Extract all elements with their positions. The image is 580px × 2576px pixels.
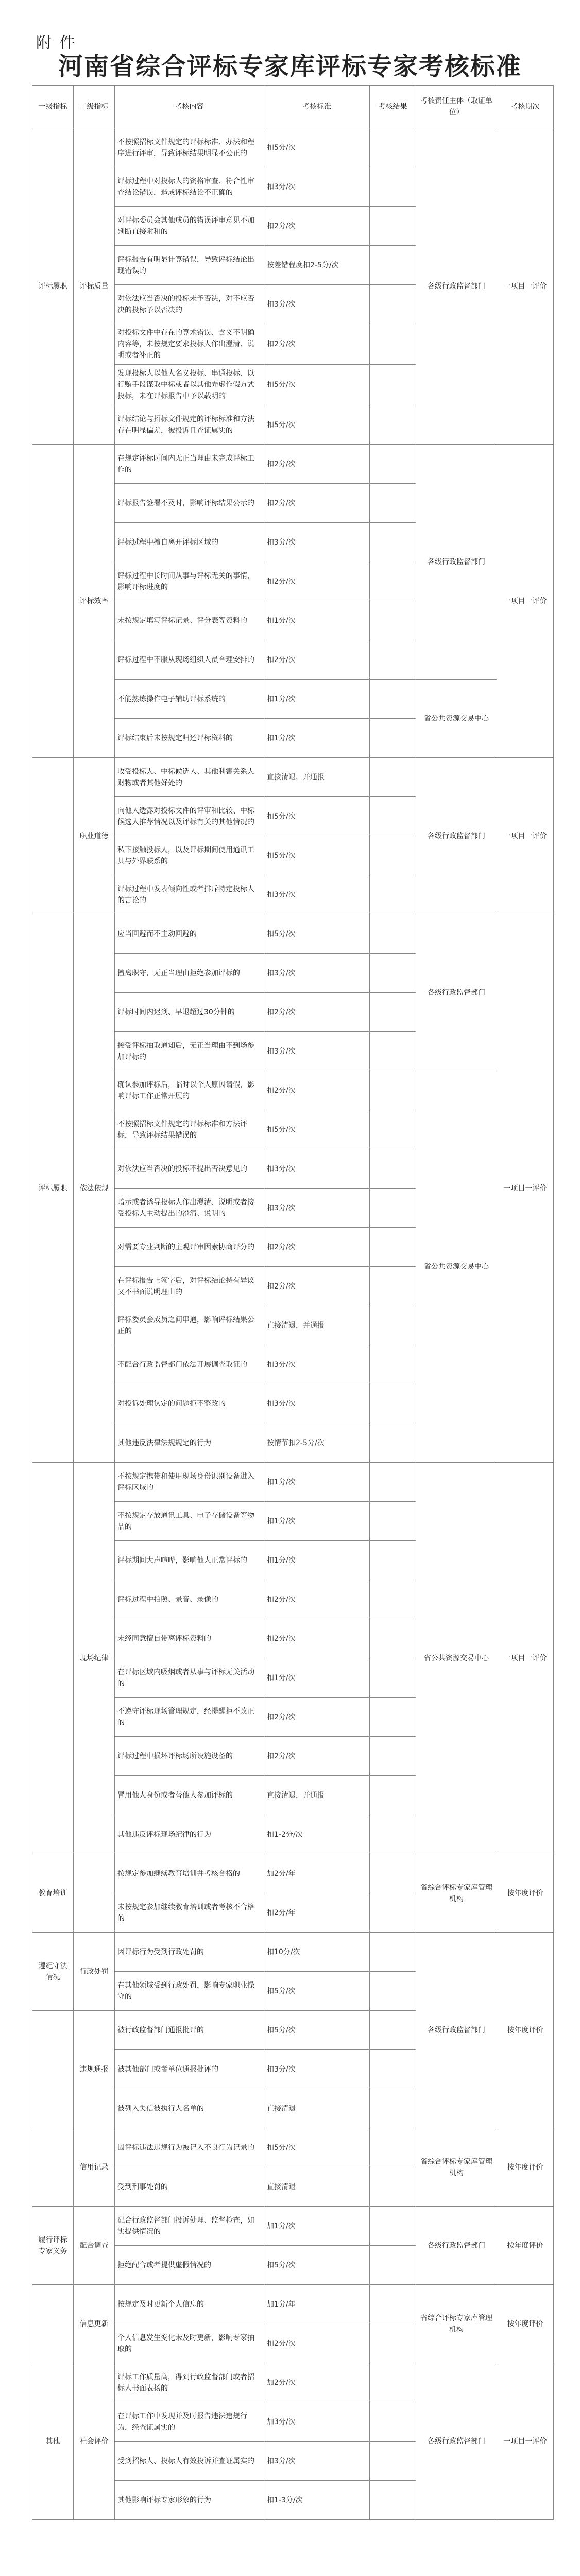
assessment-standard: 扣3分/次 [264, 285, 370, 324]
assessment-result [370, 1658, 416, 1698]
assessment-content: 评标委员会成员之间串通，影响评标结果公正的 [115, 1306, 264, 1345]
secondary-indicator: 社会评价 [74, 2363, 115, 2520]
responsible-subject: 省综合评标专家库管理机构 [416, 2128, 497, 2207]
assessment-result [370, 1032, 416, 1071]
assessment-result [370, 797, 416, 836]
col-subject: 考核责任主体（取证单位） [416, 86, 497, 128]
assessment-result [370, 1384, 416, 1423]
assessment-result [370, 2402, 416, 2442]
secondary-indicator: 现场纪律 [74, 1463, 115, 1854]
assessment-content: 评标时间内迟到、早退超过30分钟的 [115, 993, 264, 1032]
assessment-result [370, 1423, 416, 1463]
assessment-result [370, 246, 416, 285]
assessment-result [370, 2285, 416, 2324]
assessment-standard: 加2分/次 [264, 2363, 370, 2402]
assessment-standard: 扣2分/次 [264, 324, 370, 365]
assessment-standard: 扣3分/次 [264, 1345, 370, 1384]
assessment-content: 未经同意擅自带离评标资料的 [115, 1619, 264, 1658]
assessment-result [370, 1071, 416, 1110]
assessment-result [370, 680, 416, 719]
assessment-standard: 扣2分/次 [264, 1619, 370, 1658]
assessment-table [32, 85, 554, 2520]
assessment-result [370, 719, 416, 758]
assessment-result [370, 1580, 416, 1619]
assessment-content: 评标报告有明显计算错误，导致评标结论出现错误的 [115, 246, 264, 285]
assessment-standard: 扣1分/次 [264, 1541, 370, 1580]
assessment-standard: 扣5分/次 [264, 1972, 370, 2011]
assessment-standard: 扣1分/次 [264, 1658, 370, 1698]
assessment-content: 不按规定存放通讯工具、电子存储设备等物品的 [115, 1502, 264, 1541]
table-header [32, 86, 554, 128]
responsible-subject: 各级行政监督部门 [416, 128, 497, 445]
assessment-result [370, 2128, 416, 2167]
assessment-standard: 加3分/次 [264, 2402, 370, 2442]
assessment-standard: 扣5分/次 [264, 128, 370, 167]
assessment-standard: 扣2分/次 [264, 484, 370, 523]
assessment-content: 在评标工作中发现并及时报告违法违规行为，经查证属实的 [115, 2402, 264, 2442]
assessment-standard: 扣3分/次 [264, 2442, 370, 2481]
assessment-standard: 扣2分/次 [264, 1071, 370, 1110]
assessment-result [370, 875, 416, 914]
assessment-standard: 扣5分/次 [264, 2246, 370, 2285]
assessment-result [370, 2481, 416, 2520]
assessment-result [370, 1893, 416, 1933]
assessment-standard: 扣1-3分/次 [264, 2481, 370, 2520]
assessment-standard: 扣1分/次 [264, 1463, 370, 1502]
table-body [32, 128, 554, 2520]
table-row [32, 2363, 554, 2402]
assessment-standard: 扣3分/次 [264, 1189, 370, 1228]
assessment-content: 评标过程中对投标人的资格审查、符合性审查结论错误，造成评标结论不正确的 [115, 167, 264, 207]
assessment-content: 被列入失信被执行人名单的 [115, 2089, 264, 2128]
assessment-standard: 扣3分/次 [264, 2050, 370, 2089]
assessment-content: 评标过程中发表倾向性或者排斥特定投标人的言论的 [115, 875, 264, 914]
assessment-standard: 加1分/年 [264, 2285, 370, 2324]
assessment-result [370, 914, 416, 954]
table-row [32, 128, 554, 167]
secondary-indicator: 职业道德 [74, 758, 115, 914]
secondary-indicator: 配合调查 [74, 2207, 115, 2285]
assessment-content: 不按照招标文件规定的评标标准和方法评标，导致评标结果错误的 [115, 1110, 264, 1149]
primary-indicator [32, 2011, 74, 2128]
assessment-result [370, 640, 416, 680]
assessment-standard: 直接清退 [264, 2167, 370, 2207]
assessment-result [370, 1972, 416, 2011]
assessment-result [370, 365, 416, 405]
assessment-standard: 扣2分/次 [264, 993, 370, 1032]
assessment-result [370, 601, 416, 640]
assessment-standard: 扣3分/次 [264, 523, 370, 562]
assessment-result [370, 562, 416, 601]
assessment-content: 对需要专业判断的主观评审因素协商评分的 [115, 1228, 264, 1267]
assessment-standard: 扣2分/次 [264, 562, 370, 601]
secondary-indicator: 行政处罚 [74, 1933, 115, 2011]
responsible-subject: 各级行政监督部门 [416, 1933, 497, 2128]
responsible-subject: 各级行政监督部门 [416, 914, 497, 1071]
assessment-content: 未按规定参加继续教育培训或者考核不合格的 [115, 1893, 264, 1933]
assessment-result [370, 1267, 416, 1306]
assessment-period: 按年度评价 [497, 2285, 554, 2363]
responsible-subject: 省综合评标专家库管理机构 [416, 1854, 497, 1933]
assessment-content: 评标过程中拍照、录音、录像的 [115, 1580, 264, 1619]
assessment-result [370, 758, 416, 797]
table-row [32, 1854, 554, 1893]
primary-indicator: 遵纪守法情况 [32, 1933, 74, 2011]
primary-indicator [32, 445, 74, 758]
assessment-content: 应当回避而不主动回避的 [115, 914, 264, 954]
assessment-content: 评标过程中不服从现场组织人员合理安排的 [115, 640, 264, 680]
assessment-content: 对评标委员会其他成员的错误评审意见不加判断直接附和的 [115, 207, 264, 246]
assessment-result [370, 1776, 416, 1815]
table-row [32, 1463, 554, 1502]
assessment-content: 在其他领域受到行政处罚，影响专家职业操守的 [115, 1972, 264, 2011]
assessment-content: 未按规定填写评标记录、评分表等资料的 [115, 601, 264, 640]
assessment-result [370, 324, 416, 365]
assessment-result [370, 2324, 416, 2363]
assessment-standard: 扣2分/次 [264, 207, 370, 246]
assessment-standard: 扣2分/次 [264, 1267, 370, 1306]
assessment-result [370, 1619, 416, 1658]
assessment-content: 在规定评标时间内无正当理由未完成评标工作的 [115, 445, 264, 484]
responsible-subject: 省综合评标专家库管理机构 [416, 2285, 497, 2363]
assessment-standard: 加1分/次 [264, 2207, 370, 2246]
assessment-result [370, 1306, 416, 1345]
assessment-content: 其他违反法律法规规定的行为 [115, 1423, 264, 1463]
primary-indicator [32, 1463, 74, 1854]
annex-label: 附 件 [36, 35, 77, 52]
primary-indicator [32, 758, 74, 914]
assessment-standard: 扣5分/次 [264, 365, 370, 405]
assessment-content: 不按照招标文件规定的评标标准、办法和程序进行评审，导致评标结果明显不公正的 [115, 128, 264, 167]
assessment-content: 按规定参加继续教育培训并考核合格的 [115, 1854, 264, 1893]
assessment-content: 冒用他人身份或者替他人参加评标的 [115, 1776, 264, 1815]
assessment-content: 其他影响评标专家形象的行为 [115, 2481, 264, 2520]
primary-indicator: 教育培训 [32, 1854, 74, 1933]
assessment-period: 一项目一评价 [497, 1463, 554, 1854]
col-result: 考核结果 [370, 86, 416, 128]
assessment-content: 发现投标人以他人名义投标、串通投标、以行贿手段谋取中标或者以其他弄虚作假方式投标，未在评标报告中予以载明的 [115, 365, 264, 405]
assessment-standard: 扣1分/次 [264, 601, 370, 640]
assessment-content: 对依法应当否决的投标不提出否决意见的 [115, 1149, 264, 1189]
assessment-standard: 扣5分/次 [264, 836, 370, 875]
assessment-standard: 扣3分/次 [264, 954, 370, 993]
assessment-standard: 扣2分/次 [264, 445, 370, 484]
secondary-indicator: 信息更新 [74, 2285, 115, 2363]
assessment-period: 按年度评价 [497, 1854, 554, 1933]
assessment-result [370, 523, 416, 562]
assessment-content: 被其他部门或者单位通报批评的 [115, 2050, 264, 2089]
assessment-standard: 扣3分/次 [264, 875, 370, 914]
assessment-result [370, 167, 416, 207]
assessment-content: 暗示或者诱导投标人作出澄清、说明或者接受投标人主动提出的澄清、说明的 [115, 1189, 264, 1228]
assessment-standard: 扣2分/年 [264, 1893, 370, 1933]
assessment-result [370, 285, 416, 324]
assessment-content: 个人信息发生变化未及时更新，影响专家抽取的 [115, 2324, 264, 2363]
assessment-standard: 直接清退，并通报 [264, 1776, 370, 1815]
assessment-content: 对投标文件中存在的算术错误、含义不明确内容等，未按规定要求投标人作出澄清、说明或者补正的 [115, 324, 264, 365]
table-row [32, 445, 554, 484]
assessment-result [370, 2167, 416, 2207]
primary-indicator: 其他 [32, 2363, 74, 2520]
assessment-result [370, 836, 416, 875]
assessment-standard: 扣2分/次 [264, 2324, 370, 2363]
assessment-content: 确认参加评标后，临时以个人原因请假，影响评标工作正常开展的 [115, 1071, 264, 1110]
assessment-content: 配合行政监督部门投诉处理、监督检查，如实提供情况的 [115, 2207, 264, 2246]
assessment-result [370, 1463, 416, 1502]
assessment-period: 一项目一评价 [497, 445, 554, 758]
assessment-standard: 扣5分/次 [264, 914, 370, 954]
assessment-content: 在评标报告上签字后，对评标结论持有异议又不书面说明理由的 [115, 1267, 264, 1306]
assessment-result [370, 1110, 416, 1149]
assessment-result [370, 1815, 416, 1854]
primary-indicator [32, 2128, 74, 2207]
assessment-result [370, 1541, 416, 1580]
secondary-indicator: 评标质量 [74, 128, 115, 445]
assessment-content: 评标过程中长时间从事与评标无关的事情，影响评标进度的 [115, 562, 264, 601]
primary-indicator [32, 2285, 74, 2363]
assessment-standard: 扣5分/次 [264, 2011, 370, 2050]
assessment-content: 私下接触投标人，以及评标期间使用通讯工具与外界联系的 [115, 836, 264, 875]
document-title: 河南省综合评标专家库评标专家考核标准 [58, 53, 522, 80]
assessment-content: 拒绝配合或者提供虚假情况的 [115, 2246, 264, 2285]
assessment-result [370, 207, 416, 246]
assessment-standard: 扣3分/次 [264, 1384, 370, 1423]
assessment-content: 不配合行政监督部门依法开展调查取证的 [115, 1345, 264, 1384]
assessment-content: 不能熟练操作电子辅助评标系统的 [115, 680, 264, 719]
assessment-content: 受到刑事处罚的 [115, 2167, 264, 2207]
assessment-period: 按年度评价 [497, 2207, 554, 2285]
assessment-result [370, 1502, 416, 1541]
assessment-result [370, 2011, 416, 2050]
assessment-result [370, 405, 416, 445]
assessment-standard: 扣1-2分/次 [264, 1815, 370, 1854]
assessment-content: 擅离职守，无正当理由拒绝参加评标的 [115, 954, 264, 993]
secondary-indicator [74, 1854, 115, 1933]
assessment-result [370, 1228, 416, 1267]
assessment-content: 评标过程中损坏评标场所设施设备的 [115, 1737, 264, 1776]
assessment-result [370, 2442, 416, 2481]
assessment-result [370, 445, 416, 484]
assessment-standard: 直接清退 [264, 2089, 370, 2128]
responsible-subject: 省公共资源交易中心 [416, 680, 497, 758]
secondary-indicator: 依法依规 [74, 914, 115, 1463]
table-row [32, 2285, 554, 2324]
assessment-result [370, 2363, 416, 2402]
responsible-subject: 省公共资源交易中心 [416, 1463, 497, 1854]
assessment-standard: 扣2分/次 [264, 640, 370, 680]
table-row [32, 2207, 554, 2246]
assessment-standard: 扣10分/次 [264, 1933, 370, 1972]
responsible-subject: 各级行政监督部门 [416, 2207, 497, 2285]
assessment-standard: 扣1分/次 [264, 719, 370, 758]
assessment-standard: 扣3分/次 [264, 167, 370, 207]
assessment-content: 评标工作质量高，得到行政监督部门或者招标人书面表扬的 [115, 2363, 264, 2402]
assessment-content: 被行政监督部门通报批评的 [115, 2011, 264, 2050]
table-row [32, 2128, 554, 2167]
assessment-content: 在评标区域内吸烟或者从事与评标无关活动的 [115, 1658, 264, 1698]
assessment-standard: 扣1分/次 [264, 680, 370, 719]
assessment-standard: 扣5分/次 [264, 405, 370, 445]
table-row [32, 1933, 554, 1972]
assessment-result [370, 2207, 416, 2246]
assessment-content: 按规定及时更新个人信息的 [115, 2285, 264, 2324]
col-standard: 考核标准 [264, 86, 370, 128]
primary-indicator: 履行评标专家义务 [32, 2207, 74, 2285]
secondary-indicator: 信用记录 [74, 2128, 115, 2207]
assessment-result [370, 993, 416, 1032]
secondary-indicator: 评标效率 [74, 445, 115, 758]
assessment-result [370, 1854, 416, 1893]
assessment-result [370, 1698, 416, 1737]
assessment-period: 一项目一评价 [497, 914, 554, 1463]
assessment-result [370, 1189, 416, 1228]
assessment-standard: 扣2分/次 [264, 1228, 370, 1267]
col-period: 考核期次 [497, 86, 554, 128]
assessment-content: 不按规定携带和使用现场身份识别设备进入评标区域的 [115, 1463, 264, 1502]
assessment-result [370, 2089, 416, 2128]
assessment-content: 不遵守评标现场管理规定，经提醒拒不改正的 [115, 1698, 264, 1737]
primary-indicator: 评标履职 [32, 128, 74, 445]
assessment-standard: 扣5分/次 [264, 2128, 370, 2167]
assessment-period: 按年度评价 [497, 1933, 554, 2128]
assessment-result [370, 1933, 416, 1972]
assessment-standard: 直接清退，并通报 [264, 758, 370, 797]
assessment-standard: 加2分/年 [264, 1854, 370, 1893]
assessment-result [370, 1737, 416, 1776]
assessment-result [370, 128, 416, 167]
assessment-period: 按年度评价 [497, 2128, 554, 2207]
assessment-content: 其他违反评标现场纪律的行为 [115, 1815, 264, 1854]
col-lv2: 二级指标 [74, 86, 115, 128]
assessment-standard: 扣3分/次 [264, 1032, 370, 1071]
responsible-subject: 各级行政监督部门 [416, 2363, 497, 2520]
assessment-standard: 扣5分/次 [264, 797, 370, 836]
assessment-period: 一项目一评价 [497, 128, 554, 445]
assessment-standard: 直接清退，并通报 [264, 1306, 370, 1345]
assessment-content: 评标结束后未按规定归还评标资料的 [115, 719, 264, 758]
assessment-result [370, 1149, 416, 1189]
col-content: 考核内容 [115, 86, 264, 128]
assessment-standard: 扣3分/次 [264, 1149, 370, 1189]
secondary-indicator: 违规通报 [74, 2011, 115, 2128]
primary-indicator: 评标履职 [32, 914, 74, 1463]
responsible-subject: 省公共资源交易中心 [416, 1071, 497, 1463]
assessment-result [370, 1345, 416, 1384]
assessment-period: 一项目一评价 [497, 2363, 554, 2520]
assessment-result [370, 484, 416, 523]
assessment-standard: 按情节扣2-5分/次 [264, 1423, 370, 1463]
assessment-content: 对投诉处理认定的问题拒不整改的 [115, 1384, 264, 1423]
assessment-result [370, 954, 416, 993]
table-row [32, 758, 554, 797]
assessment-standard: 扣2分/次 [264, 1698, 370, 1737]
assessment-content: 向他人透露对投标文件的评审和比较、中标候选人推荐情况以及评标有关的其他情况的 [115, 797, 264, 836]
assessment-content: 评标结论与招标文件规定的评标标准和方法存在明显偏差，被投诉且查证属实的 [115, 405, 264, 445]
col-lv1: 一级指标 [32, 86, 74, 128]
assessment-content: 接受评标抽取通知后，无正当理由不到场参加评标的 [115, 1032, 264, 1071]
assessment-content: 因评标违法违规行为被记入不良行为记录的 [115, 2128, 264, 2167]
assessment-result [370, 2246, 416, 2285]
assessment-content: 因评标行为受到行政处罚的 [115, 1933, 264, 1972]
assessment-standard: 扣2分/次 [264, 1737, 370, 1776]
responsible-subject: 各级行政监督部门 [416, 445, 497, 680]
assessment-content: 评标报告签署不及时，影响评标结果公示的 [115, 484, 264, 523]
assessment-standard: 按差错程度扣2-5分/次 [264, 246, 370, 285]
assessment-standard: 扣2分/次 [264, 1580, 370, 1619]
assessment-period: 一项目一评价 [497, 758, 554, 914]
table-row [32, 914, 554, 954]
assessment-result [370, 2050, 416, 2089]
assessment-content: 受到招标人、投标人有效投诉并查证属实的 [115, 2442, 264, 2481]
assessment-content: 评标过程中擅自离开评标区域的 [115, 523, 264, 562]
assessment-standard: 扣5分/次 [264, 1110, 370, 1149]
assessment-content: 对依法应当否决的投标未予否决，对不应否决的投标予以否决的 [115, 285, 264, 324]
responsible-subject: 各级行政监督部门 [416, 758, 497, 914]
assessment-standard: 扣1分/次 [264, 1502, 370, 1541]
assessment-content: 收受投标人、中标候选人、其他利害关系人财物或者其他好处的 [115, 758, 264, 797]
assessment-content: 评标期间大声喧哗，影响他人正常评标的 [115, 1541, 264, 1580]
